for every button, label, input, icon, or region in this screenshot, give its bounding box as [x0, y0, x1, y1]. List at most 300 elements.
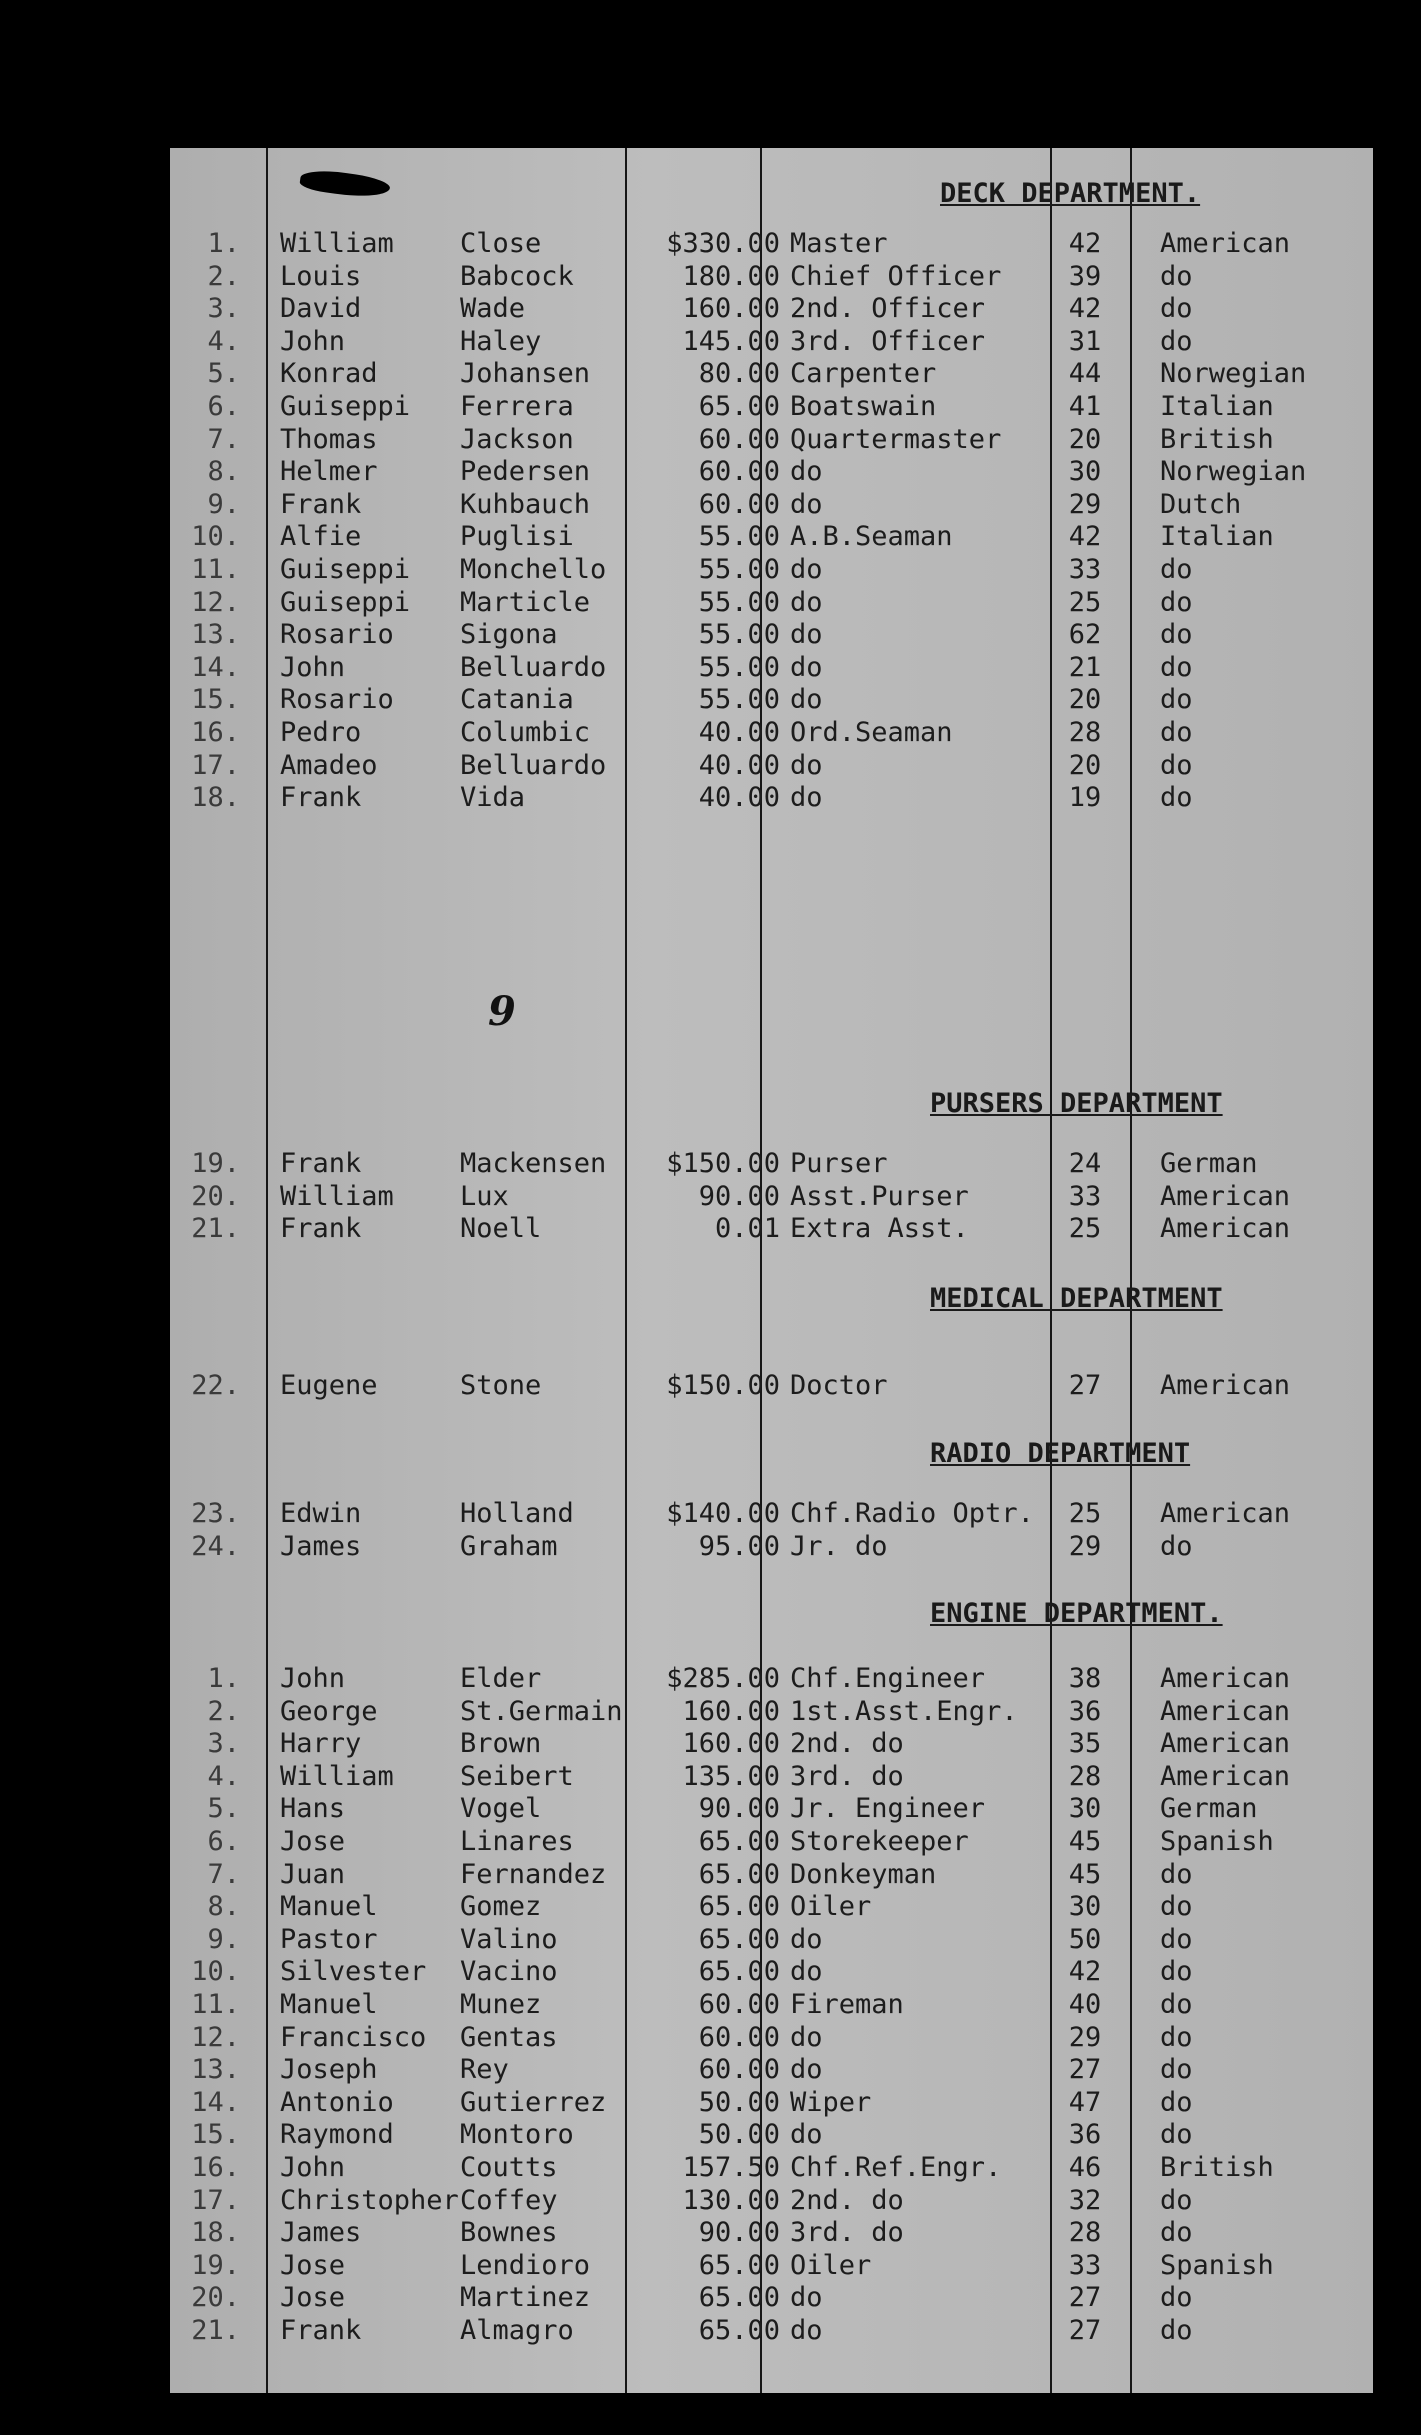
- crew-row: [170, 2185, 1373, 2217]
- monthly-pay: 90.00: [698, 1180, 780, 1212]
- rank: Chf.Engineer: [790, 1663, 986, 1694]
- row-number: 24.: [191, 1530, 240, 1562]
- monthly-pay: $140.00: [666, 1498, 780, 1529]
- last-name: Gentas: [460, 2021, 558, 2053]
- monthly-pay: 60.00: [698, 456, 780, 488]
- last-name: Almagro: [460, 2315, 574, 2346]
- nationality: do: [1160, 1989, 1193, 2020]
- first-name: Thomas: [280, 423, 378, 455]
- rank: do: [790, 1956, 823, 1988]
- first-name: Eugene: [280, 1370, 378, 1401]
- nationality: American: [1160, 1695, 1291, 1727]
- age: 27: [1068, 2054, 1102, 2086]
- rank: Asst.Purser: [790, 1180, 969, 1212]
- age: 50: [1068, 1923, 1102, 1955]
- monthly-pay: 60.00: [698, 2054, 780, 2086]
- first-name: Frank: [280, 782, 362, 814]
- last-name: Belluardo: [460, 749, 607, 781]
- first-name: Guiseppi: [280, 554, 411, 585]
- rank: do: [790, 488, 823, 520]
- deck-heading: DECK DEPARTMENT.: [940, 178, 1201, 209]
- first-name: Pedro: [280, 717, 362, 748]
- crew-row: [170, 2022, 1373, 2054]
- monthly-pay: 55.00: [698, 684, 780, 716]
- rank: A.B.Seaman: [790, 521, 953, 553]
- rank: Oiler: [790, 1891, 872, 1923]
- rank: do: [790, 2315, 823, 2346]
- last-name: Gomez: [460, 1891, 542, 1923]
- row-number: 21.: [191, 1213, 240, 1245]
- nationality: do: [1160, 260, 1193, 292]
- nationality: British: [1160, 423, 1274, 455]
- age: 21: [1068, 651, 1102, 683]
- crew-row: [170, 750, 1373, 782]
- crew-row: [170, 782, 1373, 814]
- first-name: Juan: [280, 1858, 346, 1890]
- monthly-pay: 65.00: [698, 1956, 780, 1988]
- crew-row: [170, 717, 1373, 749]
- crew-row: [170, 1181, 1373, 1213]
- first-name: Louis: [280, 260, 362, 292]
- last-name: Valino: [460, 1923, 558, 1955]
- rank: do: [790, 782, 823, 814]
- first-name: Jose: [280, 2249, 346, 2281]
- nationality: do: [1160, 749, 1193, 781]
- age: 33: [1068, 554, 1102, 585]
- first-name: William: [280, 228, 394, 259]
- crew-row: [170, 2087, 1373, 2119]
- monthly-pay: 145.00: [682, 325, 780, 357]
- last-name: Martinez: [460, 2282, 591, 2314]
- pursers-heading: PURSERS DEPARTMENT: [930, 1088, 1223, 1119]
- rank: 3rd. do: [790, 2217, 904, 2249]
- age: 39: [1068, 260, 1102, 292]
- crew-row: [170, 554, 1373, 586]
- nationality: British: [1160, 2152, 1274, 2183]
- last-name: Puglisi: [460, 521, 574, 553]
- nationality: do: [1160, 782, 1193, 814]
- rank: Chief Officer: [790, 260, 1002, 292]
- last-name: Fernandez: [460, 1858, 607, 1890]
- rank: do: [790, 554, 823, 585]
- row-number: 10.: [191, 521, 240, 553]
- rank: do: [790, 619, 823, 651]
- rank: 3rd. Officer: [790, 325, 986, 357]
- crew-row: [170, 1924, 1373, 1956]
- last-name: Ferrera: [460, 391, 574, 422]
- monthly-pay: 90.00: [698, 2217, 780, 2249]
- last-name: Coutts: [460, 2152, 558, 2183]
- row-number: 15.: [191, 2119, 240, 2151]
- rank: Chf.Ref.Engr.: [790, 2152, 1002, 2183]
- monthly-pay: 65.00: [698, 2315, 780, 2346]
- rank: Chf.Radio Optr.: [790, 1498, 1034, 1529]
- age: 30: [1068, 1891, 1102, 1923]
- crew-row: [170, 391, 1373, 423]
- nationality: do: [1160, 651, 1193, 683]
- age: 32: [1068, 2184, 1102, 2216]
- nationality: Dutch: [1160, 488, 1242, 520]
- age: 28: [1068, 717, 1102, 748]
- monthly-pay: 65.00: [698, 1858, 780, 1890]
- row-number: 7.: [207, 423, 240, 455]
- crew-row: [170, 1761, 1373, 1793]
- row-number: 17.: [191, 2184, 240, 2216]
- monthly-pay: 180.00: [682, 260, 780, 292]
- row-number: 19.: [191, 2249, 240, 2281]
- rank: Quartermaster: [790, 423, 1002, 455]
- first-name: Rosario: [280, 684, 394, 716]
- row-number: 6.: [207, 391, 240, 422]
- monthly-pay: 55.00: [698, 521, 780, 553]
- crew-row: [170, 1213, 1373, 1245]
- first-name: James: [280, 1530, 362, 1562]
- last-name: Stone: [460, 1370, 542, 1401]
- age: 36: [1068, 2119, 1102, 2151]
- nationality: do: [1160, 586, 1193, 618]
- last-name: Kuhbauch: [460, 488, 591, 520]
- crew-row: [170, 1531, 1373, 1563]
- nationality: Spanish: [1160, 2249, 1274, 2281]
- monthly-pay: 60.00: [698, 488, 780, 520]
- last-name: Mackensen: [460, 1148, 607, 1179]
- age: 27: [1068, 1370, 1102, 1401]
- first-name: William: [280, 1180, 394, 1212]
- first-name: Frank: [280, 488, 362, 520]
- age: 25: [1068, 1498, 1102, 1529]
- nationality: do: [1160, 2315, 1193, 2346]
- age: 25: [1068, 1213, 1102, 1245]
- row-number: 7.: [207, 1858, 240, 1890]
- nationality: do: [1160, 717, 1193, 748]
- last-name: Columbic: [460, 717, 591, 748]
- monthly-pay: 60.00: [698, 1989, 780, 2020]
- monthly-pay: 60.00: [698, 423, 780, 455]
- last-name: Close: [460, 228, 542, 259]
- rank: do: [790, 684, 823, 716]
- last-name: Vogel: [460, 1793, 542, 1825]
- first-name: George: [280, 1695, 378, 1727]
- age: 44: [1068, 358, 1102, 390]
- crew-row: [170, 326, 1373, 358]
- nationality: do: [1160, 1530, 1193, 1562]
- row-number: 6.: [207, 1826, 240, 1857]
- crew-row: [170, 684, 1373, 716]
- rank: Wiper: [790, 2086, 872, 2118]
- monthly-pay: 60.00: [698, 2021, 780, 2053]
- row-number: 13.: [191, 619, 240, 651]
- monthly-pay: 90.00: [698, 1793, 780, 1825]
- crew-row: [170, 1956, 1373, 1988]
- crew-row: [170, 1728, 1373, 1760]
- first-name: Guiseppi: [280, 586, 411, 618]
- monthly-pay: $150.00: [666, 1370, 780, 1401]
- last-name: Marticle: [460, 586, 591, 618]
- row-number: 23.: [191, 1498, 240, 1529]
- nationality: do: [1160, 325, 1193, 357]
- radio-heading: RADIO DEPARTMENT: [930, 1438, 1191, 1469]
- row-number: 18.: [191, 2217, 240, 2249]
- first-name: William: [280, 1760, 394, 1792]
- age: 24: [1068, 1148, 1102, 1179]
- age: 33: [1068, 2249, 1102, 2281]
- nationality: Italian: [1160, 391, 1274, 422]
- crew-row: [170, 652, 1373, 684]
- nationality: German: [1160, 1793, 1258, 1825]
- monthly-pay: 40.00: [698, 782, 780, 814]
- row-number: 14.: [191, 651, 240, 683]
- crew-row: [170, 2152, 1373, 2184]
- rank: do: [790, 2119, 823, 2151]
- row-number: 1.: [207, 228, 240, 259]
- last-name: Elder: [460, 1663, 542, 1694]
- monthly-pay: 130.00: [682, 2184, 780, 2216]
- row-number: 11.: [191, 554, 240, 585]
- monthly-pay: $330.00: [666, 228, 780, 259]
- age: 30: [1068, 1793, 1102, 1825]
- first-name: Frank: [280, 1213, 362, 1245]
- rank: Extra Asst.: [790, 1213, 969, 1245]
- monthly-pay: 65.00: [698, 1923, 780, 1955]
- first-name: Frank: [280, 1148, 362, 1179]
- last-name: Babcock: [460, 260, 574, 292]
- crew-row: [170, 2054, 1373, 2086]
- last-name: Sigona: [460, 619, 558, 651]
- row-number: 12.: [191, 2021, 240, 2053]
- row-number: 8.: [207, 1891, 240, 1923]
- monthly-pay: 65.00: [698, 2249, 780, 2281]
- rank: Ord.Seaman: [790, 717, 953, 748]
- nationality: Norwegian: [1160, 456, 1307, 488]
- medical-heading: MEDICAL DEPARTMENT: [930, 1283, 1223, 1314]
- first-name: David: [280, 293, 362, 325]
- rank: do: [790, 586, 823, 618]
- monthly-pay: 55.00: [698, 554, 780, 585]
- first-name: Helmer: [280, 456, 378, 488]
- rank: do: [790, 651, 823, 683]
- rank: 3rd. do: [790, 1760, 904, 1792]
- nationality: American: [1160, 1728, 1291, 1760]
- first-name: John: [280, 651, 346, 683]
- monthly-pay: 50.00: [698, 2119, 780, 2151]
- first-name: Rosario: [280, 619, 394, 651]
- last-name: Haley: [460, 325, 542, 357]
- crew-row: [170, 358, 1373, 390]
- crew-list-sheet: [170, 148, 1373, 2393]
- crew-row: [170, 228, 1373, 260]
- rank: Oiler: [790, 2249, 872, 2281]
- age: 20: [1068, 749, 1102, 781]
- rank: Jr. do: [790, 1530, 888, 1562]
- first-name: Alfie: [280, 521, 362, 553]
- nationality: do: [1160, 619, 1193, 651]
- rank: Fireman: [790, 1989, 904, 2020]
- rank: do: [790, 749, 823, 781]
- row-number: 15.: [191, 684, 240, 716]
- monthly-pay: 40.00: [698, 749, 780, 781]
- nationality: do: [1160, 554, 1193, 585]
- age: 45: [1068, 1826, 1102, 1857]
- age: 28: [1068, 2217, 1102, 2249]
- age: 19: [1068, 782, 1102, 814]
- nationality: do: [1160, 684, 1193, 716]
- first-name: Manuel: [280, 1989, 378, 2020]
- age: 31: [1068, 325, 1102, 357]
- last-name: Munez: [460, 1989, 542, 2020]
- last-name: Catania: [460, 684, 574, 716]
- monthly-pay: 95.00: [698, 1530, 780, 1562]
- row-number: 22.: [191, 1370, 240, 1401]
- first-name: Jose: [280, 2282, 346, 2314]
- last-name: Graham: [460, 1530, 558, 1562]
- first-name: John: [280, 325, 346, 357]
- first-name: Jose: [280, 1826, 346, 1857]
- first-name: Amadeo: [280, 749, 378, 781]
- first-name: John: [280, 1663, 346, 1694]
- nationality: do: [1160, 1956, 1193, 1988]
- nationality: American: [1160, 1213, 1291, 1245]
- crew-row: [170, 619, 1373, 651]
- crew-row: [170, 1148, 1373, 1180]
- rank: Donkeyman: [790, 1858, 937, 1890]
- first-name: James: [280, 2217, 362, 2249]
- row-number: 11.: [191, 1989, 240, 2020]
- monthly-pay: 50.00: [698, 2086, 780, 2118]
- row-number: 2.: [207, 1695, 240, 1727]
- last-name: Lendioro: [460, 2249, 591, 2281]
- first-name: Harry: [280, 1728, 362, 1760]
- last-name: Jackson: [460, 423, 574, 455]
- last-name: Noell: [460, 1213, 542, 1245]
- last-name: Holland: [460, 1498, 574, 1529]
- monthly-pay: $285.00: [666, 1663, 780, 1694]
- crew-row: [170, 489, 1373, 521]
- nationality: American: [1160, 1180, 1291, 1212]
- rank: do: [790, 2054, 823, 2086]
- age: 20: [1068, 684, 1102, 716]
- crew-row: [170, 521, 1373, 553]
- monthly-pay: 80.00: [698, 358, 780, 390]
- age: 46: [1068, 2152, 1102, 2183]
- crew-row: [170, 1498, 1373, 1530]
- age: 62: [1068, 619, 1102, 651]
- rank: do: [790, 2282, 823, 2314]
- nationality: do: [1160, 1858, 1193, 1890]
- first-name: Raymond: [280, 2119, 394, 2151]
- age: 42: [1068, 1956, 1102, 1988]
- row-number: 18.: [191, 782, 240, 814]
- row-number: 9.: [207, 1923, 240, 1955]
- nationality: German: [1160, 1148, 1258, 1179]
- nationality: do: [1160, 2119, 1193, 2151]
- crew-row: [170, 2217, 1373, 2249]
- crew-row: [170, 1826, 1373, 1858]
- age: 36: [1068, 1695, 1102, 1727]
- crew-row: [170, 1370, 1373, 1402]
- engine-heading: ENGINE DEPARTMENT.: [930, 1598, 1223, 1629]
- age: 27: [1068, 2315, 1102, 2346]
- nationality: American: [1160, 1663, 1291, 1694]
- age: 45: [1068, 1858, 1102, 1890]
- age: 41: [1068, 391, 1102, 422]
- last-name: Bownes: [460, 2217, 558, 2249]
- crew-row: [170, 2315, 1373, 2347]
- monthly-pay: 160.00: [682, 1728, 780, 1760]
- ink-blot: [299, 167, 391, 201]
- age: 42: [1068, 228, 1102, 259]
- rank: do: [790, 1923, 823, 1955]
- nationality: do: [1160, 293, 1193, 325]
- age: 28: [1068, 1760, 1102, 1792]
- last-name: Coffey: [460, 2184, 558, 2216]
- nationality: American: [1160, 228, 1291, 259]
- row-number: 19.: [191, 1148, 240, 1179]
- monthly-pay: 55.00: [698, 619, 780, 651]
- monthly-pay: 157.50: [682, 2152, 780, 2183]
- nationality: do: [1160, 2184, 1193, 2216]
- rank: Doctor: [790, 1370, 888, 1401]
- last-name: Johansen: [460, 358, 591, 390]
- nationality: do: [1160, 1923, 1193, 1955]
- row-number: 14.: [191, 2086, 240, 2118]
- rank: Carpenter: [790, 358, 937, 390]
- row-number: 5.: [207, 358, 240, 390]
- age: 38: [1068, 1663, 1102, 1694]
- age: 40: [1068, 1989, 1102, 2020]
- rank: 2nd. do: [790, 2184, 904, 2216]
- age: 20: [1068, 423, 1102, 455]
- nationality: do: [1160, 2021, 1193, 2053]
- first-name: Guiseppi: [280, 391, 411, 422]
- age: 25: [1068, 586, 1102, 618]
- nationality: Italian: [1160, 521, 1274, 553]
- crew-row: [170, 1663, 1373, 1695]
- age: 47: [1068, 2086, 1102, 2118]
- nationality: do: [1160, 2054, 1193, 2086]
- row-number: 12.: [191, 586, 240, 618]
- row-number: 2.: [207, 260, 240, 292]
- nationality: do: [1160, 2217, 1193, 2249]
- age: 42: [1068, 293, 1102, 325]
- first-name: John: [280, 2152, 346, 2183]
- monthly-pay: $150.00: [666, 1148, 780, 1179]
- row-number: 20.: [191, 2282, 240, 2314]
- rank: Purser: [790, 1148, 888, 1179]
- row-number: 5.: [207, 1793, 240, 1825]
- last-name: Montoro: [460, 2119, 574, 2151]
- crew-row: [170, 1891, 1373, 1923]
- first-name: Francisco: [280, 2021, 427, 2053]
- last-name: St.Germain: [460, 1695, 623, 1727]
- monthly-pay: 65.00: [698, 2282, 780, 2314]
- rank: Boatswain: [790, 391, 937, 422]
- last-name: Brown: [460, 1728, 542, 1760]
- row-number: 8.: [207, 456, 240, 488]
- last-name: Gutierrez: [460, 2086, 607, 2118]
- rank: 2nd. Officer: [790, 293, 986, 325]
- age: 42: [1068, 521, 1102, 553]
- row-number: 20.: [191, 1180, 240, 1212]
- monthly-pay: 65.00: [698, 1826, 780, 1857]
- row-number: 21.: [191, 2315, 240, 2346]
- crew-row: [170, 2250, 1373, 2282]
- first-name: Frank: [280, 2315, 362, 2346]
- monthly-pay: 160.00: [682, 1695, 780, 1727]
- rank: do: [790, 456, 823, 488]
- row-number: 3.: [207, 293, 240, 325]
- first-name: Silvester: [280, 1956, 427, 1988]
- monthly-pay: 65.00: [698, 391, 780, 422]
